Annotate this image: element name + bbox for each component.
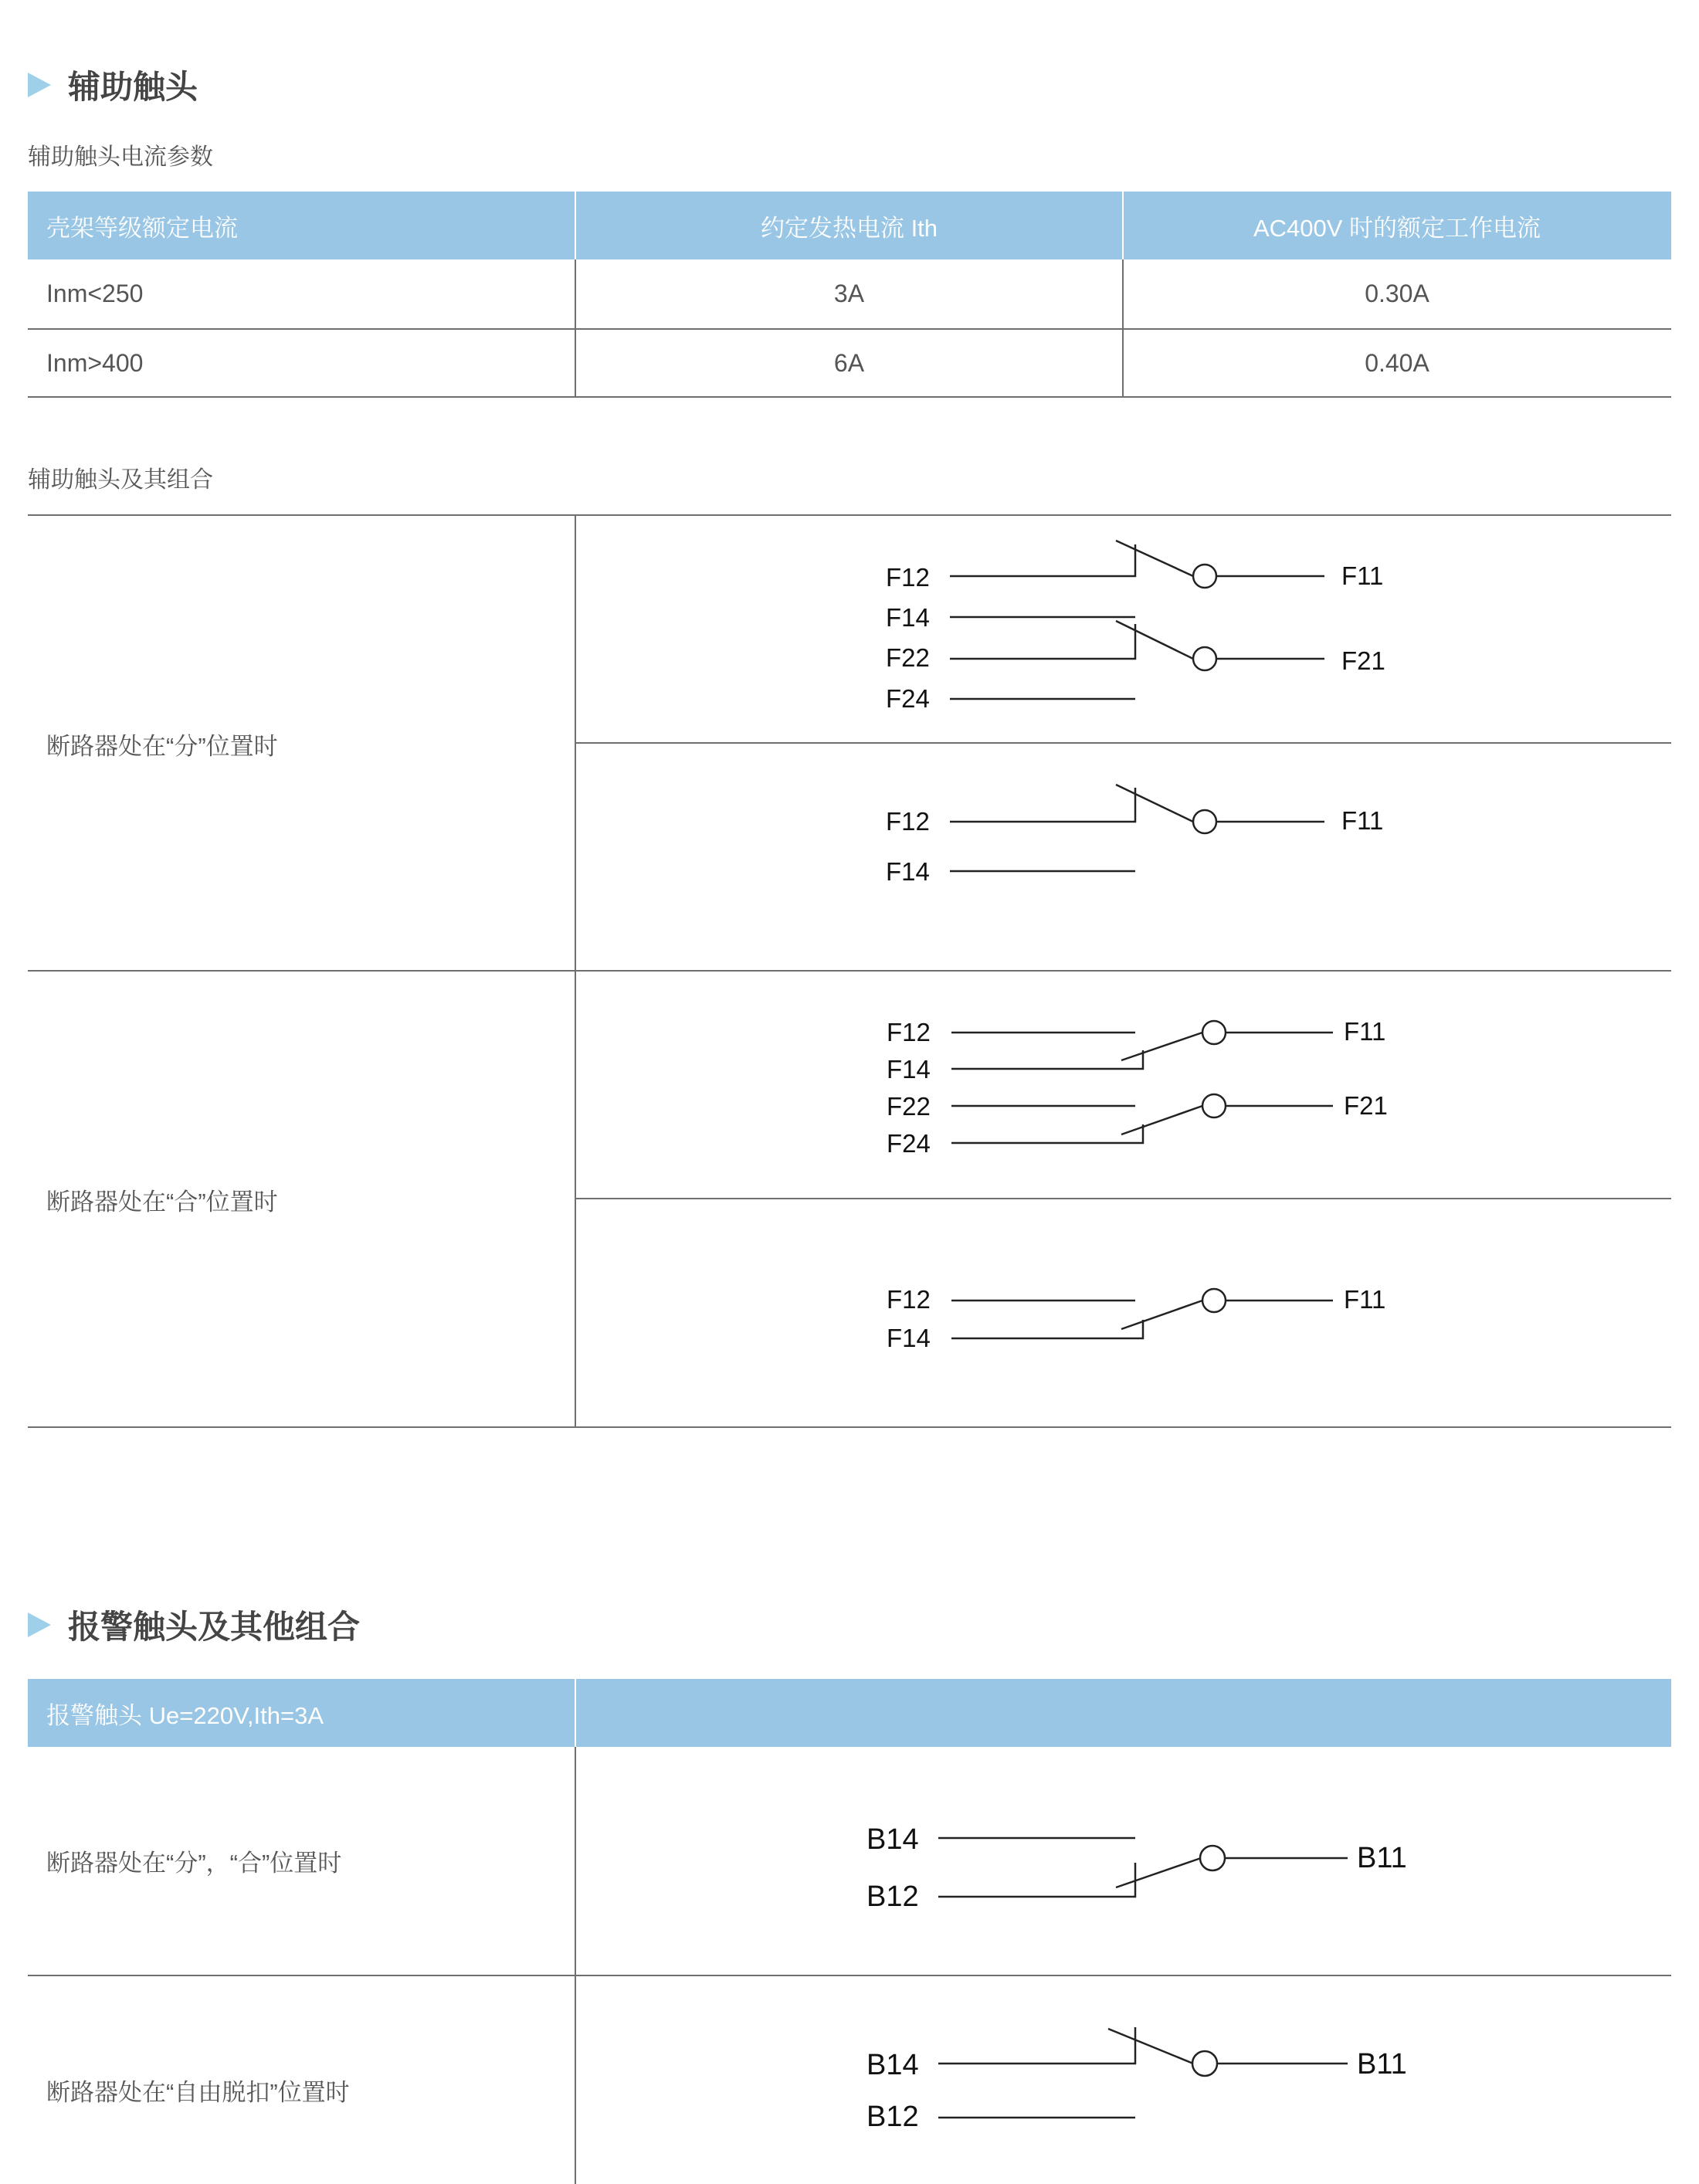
table-cell: 6A bbox=[833, 348, 865, 377]
terminal-label: B12 bbox=[866, 1880, 919, 1913]
terminal-label: B11 bbox=[1357, 1842, 1407, 1874]
aux-combo-subtitle: 辅助触头及其组合 bbox=[28, 467, 213, 493]
diagram-open-double bbox=[886, 541, 1385, 713]
closed-position-label: 断路器处在“合”位置时 bbox=[46, 1188, 278, 1216]
terminal-label: F11 bbox=[1341, 561, 1384, 590]
diagram-closed-double bbox=[887, 1017, 1388, 1158]
header-ac400v: AC400V 时的额定工作电流 bbox=[1253, 214, 1541, 242]
aux-section-heading: 辅助触头 bbox=[68, 69, 198, 105]
table-cell: Inm>400 bbox=[46, 348, 144, 377]
table-cell: 0.30A bbox=[1365, 279, 1429, 307]
terminal-label: F11 bbox=[1344, 1285, 1386, 1314]
terminal-label: F12 bbox=[886, 563, 930, 592]
terminal-label: F22 bbox=[887, 1092, 931, 1121]
aux-current-subtitle: 辅助触头电流参数 bbox=[28, 144, 213, 170]
terminal-label: F14 bbox=[887, 1055, 931, 1084]
terminal-label: F21 bbox=[1344, 1091, 1388, 1120]
terminal-label: F14 bbox=[886, 857, 930, 886]
terminal-label: B14 bbox=[866, 2049, 919, 2081]
header-ith: 约定发热电流 Ith bbox=[760, 214, 938, 242]
terminal-label: F12 bbox=[887, 1285, 931, 1314]
terminal-label: F12 bbox=[887, 1018, 931, 1046]
terminal-label: F24 bbox=[887, 1129, 931, 1158]
diagram-alarm-normal bbox=[866, 1823, 1407, 1913]
table-cell: 3A bbox=[833, 279, 865, 307]
diagram-open-single bbox=[886, 785, 1383, 886]
diagram-alarm-tripped bbox=[866, 2027, 1407, 2133]
table-cell: Inm<250 bbox=[46, 279, 144, 307]
terminal-label: F12 bbox=[886, 807, 930, 836]
alarm-section-heading: 报警触头及其他组合 bbox=[68, 1609, 361, 1645]
diagram-closed-single bbox=[887, 1285, 1385, 1352]
table-cell: 0.40A bbox=[1365, 348, 1429, 377]
terminal-label: B11 bbox=[1357, 2048, 1407, 2081]
terminal-label: F14 bbox=[887, 1324, 931, 1352]
alarm-row2-label: 断路器处在“自由脱扣”位置时 bbox=[46, 2078, 350, 2106]
terminal-label: B14 bbox=[866, 1823, 919, 1856]
alarm-header-text: 报警触头 Ue=220V,Ith=3A bbox=[46, 1701, 324, 1729]
header-frame-rating: 壳架等级额定电流 bbox=[46, 214, 238, 242]
terminal-label: F22 bbox=[886, 643, 930, 672]
open-position-label: 断路器处在“分”位置时 bbox=[46, 732, 278, 760]
terminal-label: F11 bbox=[1344, 1017, 1386, 1046]
terminal-label: F11 bbox=[1341, 806, 1384, 835]
terminal-label: B12 bbox=[866, 2101, 919, 2133]
alarm-row1-label: 断路器处在“分”，“合”位置时 bbox=[46, 1849, 342, 1877]
terminal-label: F24 bbox=[886, 684, 930, 713]
terminal-label: F14 bbox=[886, 603, 930, 632]
terminal-label: F21 bbox=[1341, 646, 1385, 675]
